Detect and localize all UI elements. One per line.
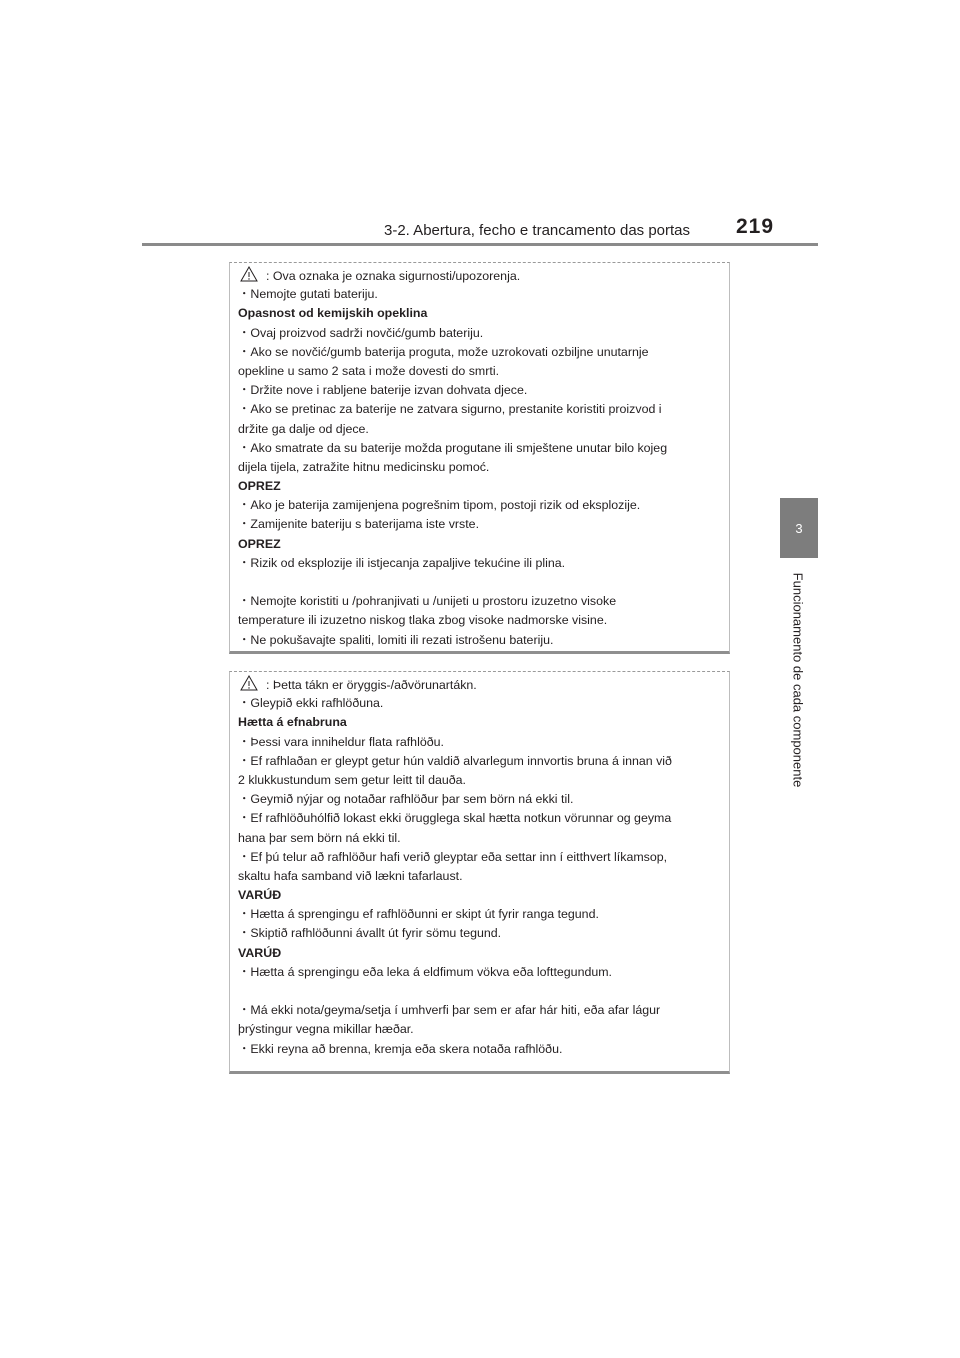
notice-line: ・Zamijenite bateriju s baterijama iste vrste.: [238, 517, 480, 532]
notice-heading: OPREZ: [238, 479, 281, 494]
notice-line: ・Þessi vara inniheldur flata rafhlöðu.: [238, 734, 444, 749]
warning-legend-text: : Þetta tákn er öryggis-/aðvörunartákn.: [266, 678, 477, 692]
notice-line: ・Hætta á sprengingu eða leka á eldfimum vökva eða lofttegundum.: [238, 964, 613, 979]
header-rule: [142, 243, 818, 246]
warning-legend-text: : Ova oznaka je oznaka sigurnosti/upozorenja.: [266, 269, 521, 283]
notice-line: skaltu hafa samband við lækni tafarlaust.: [238, 868, 463, 883]
notice-heading: VARÚÐ: [238, 888, 282, 903]
notice-line: ・Nemojte gutati bateriju.: [238, 287, 378, 302]
notice-line: ・Skiptið rafhlöðunni ávallt út fyrir sömu tegund.: [238, 926, 502, 941]
safety-notice-icelandic: [229, 671, 730, 1074]
notice-line: opekline u samo 2 sata i može dovesti do smrti.: [238, 363, 500, 378]
notice-line: hana þar sem börn ná ekki til.: [238, 830, 401, 845]
notice-line: dijela tijela, zatražite hitnu medicinsku pomoć.: [238, 459, 490, 474]
notice-line: držite ga dalje od djece.: [238, 421, 369, 436]
notice-line: 2 klukkustundum sem getur leitt til dauða.: [238, 772, 466, 787]
chapter-number: 3: [795, 520, 803, 536]
notice-line: ・Ef rafhlaðan er gleypt getur hún valdið alvarlegum innvortis bruna á innan við: [238, 753, 672, 768]
warning-triangle-icon: [240, 266, 258, 282]
notice-line: ・Hætta á sprengingu ef rafhlöðunni er skipt út fyrir ranga tegund.: [238, 907, 599, 922]
blank-line: [238, 982, 729, 1001]
notice-line: ・Ef rafhlöðuhólfið lokast ekki örugglega skal hætta notkun vörunnar og geyma: [238, 811, 672, 826]
page-number: 219: [736, 215, 775, 238]
notice-line: ・Ovaj proizvod sadrži novčić/gumb bateriju.: [238, 325, 484, 340]
warning-triangle-icon: [240, 675, 258, 691]
notice-line: ・Rizik od eksplozije ili istjecanja zapaljive tekućine ili plina.: [238, 555, 566, 570]
notice-heading: Hætta á efnabruna: [238, 715, 347, 730]
notice-line: ・Geymið nýjar og notaðar rafhlöður þar sem börn ná ekki til.: [238, 792, 574, 807]
notice-line: þrýstingur vegna mikillar hæðar.: [238, 1022, 414, 1037]
header-section-title: 3-2. Abertura, fecho e trancamento das portas: [384, 222, 691, 239]
notice-line: ・Nemojte koristiti u /pohranjivati u /unijeti u prostoru izuzetno visoke: [238, 594, 617, 609]
warning-legend: [238, 266, 729, 285]
blank-line: [238, 573, 729, 592]
notice-line: ・Držite nove i rabljene baterije izvan dohvata djece.: [238, 383, 528, 398]
chapter-title: Funcionamento de cada componente: [790, 572, 806, 788]
notice-line: ・Ako se novčić/gumb baterija proguta, može uzrokovati ozbiljne unutarnje: [238, 344, 649, 359]
notice-line: ・Ne pokušavajte spaliti, lomiti ili rezati istrošenu bateriju.: [238, 632, 554, 647]
warning-legend: [238, 675, 729, 694]
notice-heading: VARÚÐ: [238, 945, 282, 960]
notice-heading: OPREZ: [238, 536, 281, 551]
notice-heading: Opasnost od kemijskih opeklina: [238, 306, 428, 321]
notice-line: ・Gleypið ekki rafhlöðuna.: [238, 696, 384, 711]
notice-line: ・Ako je baterija zamijenjena pogrešnim tipom, postoji rizik od eksplozije.: [238, 498, 641, 513]
safety-notice-croatian: [229, 262, 730, 654]
notice-line: ・Ako smatrate da su baterije možda progutane ili smještene unutar bilo kojeg: [238, 440, 668, 455]
notice-line: ・Ako se pretinac za baterije ne zatvara sigurno, prestanite koristiti proizvod i: [238, 402, 662, 417]
notice-line: ・Má ekki nota/geyma/setja í umhverfi þar sem er afar hár hiti, eða afar lágur: [238, 1003, 661, 1018]
notice-line: ・Ef þú telur að rafhlöður hafi verið gleyptar eða settar inn í eitthvert líkamsop,: [238, 849, 668, 864]
chapter-tab[interactable]: [780, 498, 818, 558]
notice-line: temperature ili izuzetno niskog tlaka zbog visoke nadmorske visine.: [238, 613, 608, 628]
notice-line: ・Ekki reyna að brenna, kremja eða skera notaða rafhlöðu.: [238, 1041, 563, 1056]
